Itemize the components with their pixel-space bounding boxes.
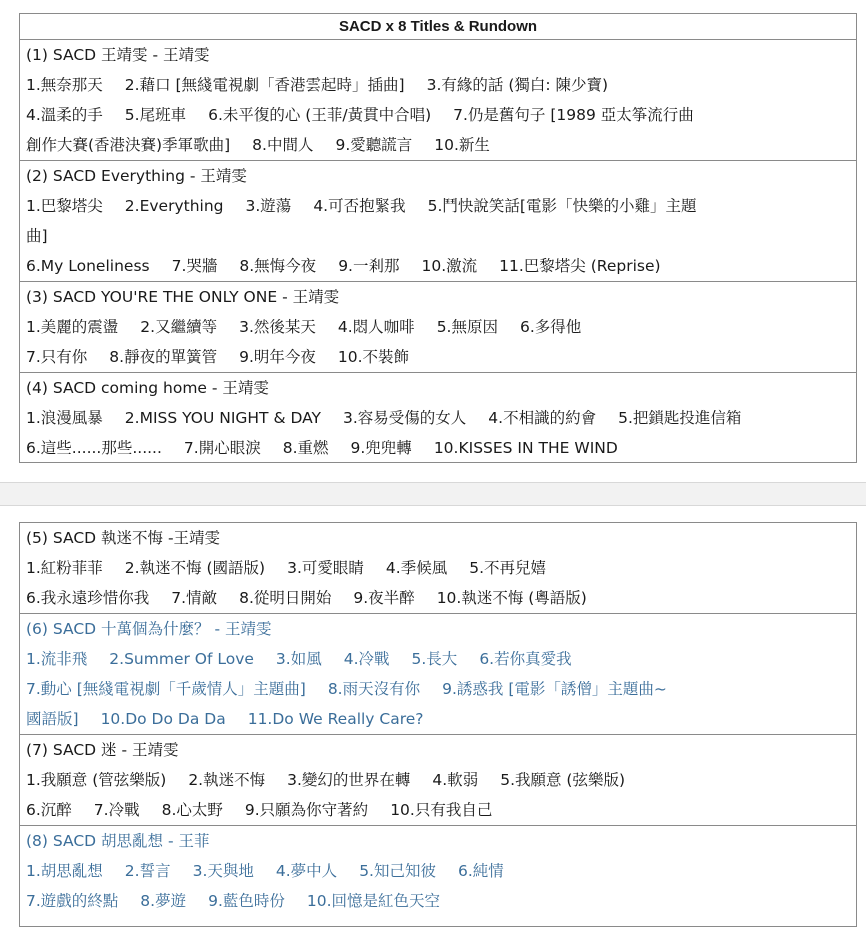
track-line — [26, 433, 850, 463]
track-title: 6.My Loneliness — [26, 257, 150, 275]
track-line — [26, 795, 850, 825]
track-line — [26, 583, 850, 613]
track-line — [26, 886, 850, 916]
album-heading: (8) SACD 胡思亂想 - 王菲 — [26, 832, 210, 850]
track-title: 7.只有你 — [26, 348, 88, 366]
track-title: 9.誘惑我 [電影「誘僧」主題曲~ — [442, 680, 667, 698]
rundown-table-bottom — [19, 522, 857, 927]
track-line — [26, 704, 850, 734]
album-section-1 — [20, 40, 856, 161]
track-title: 1.無奈那天 — [26, 76, 103, 94]
track-title: 5.無原因 — [436, 318, 498, 336]
album-heading: (4) SACD coming home - 王靖雯 — [26, 379, 269, 397]
track-title: 創作大賽(香港決賽)季軍歌曲] — [26, 136, 231, 154]
track-title: 3.可愛眼睛 — [287, 559, 364, 577]
track-title: 5.知己知彼 — [359, 862, 436, 880]
track-title: 曲] — [26, 227, 48, 245]
track-title: 9.藍色時份 — [208, 892, 285, 910]
track-line — [26, 221, 850, 251]
track-title: 2.誓言 — [124, 862, 171, 880]
track-title: 2.藉口 [無綫電視劇「香港雲起時」插曲] — [124, 76, 405, 94]
track-title: 2.Summer Of Love — [109, 650, 254, 668]
track-title: 2.執迷不悔 (國語版) — [124, 559, 266, 577]
track-line — [26, 191, 850, 221]
track-title: 2.執迷不悔 — [188, 771, 266, 789]
album-heading: (6) SACD 十萬個為什麼？ - 王靖雯 — [26, 620, 272, 638]
track-title: 6.沉醉 — [26, 801, 72, 819]
track-title: 9.一剎那 — [338, 257, 400, 275]
track-title: 5.不再兒嬉 — [469, 559, 546, 577]
track-line — [26, 553, 850, 583]
track-title: 5.我願意 (弦樂版) — [500, 771, 626, 789]
track-title: 9.愛聽謊言 — [335, 136, 413, 154]
album-section-7 — [20, 735, 856, 826]
track-title: 7.哭牆 — [171, 257, 218, 275]
track-title: 6.多得他 — [519, 318, 582, 336]
track-title: 8.無悔今夜 — [239, 257, 317, 275]
track-title: 8.雨天沒有你 — [327, 680, 421, 698]
track-title: 9.明年今夜 — [239, 348, 316, 366]
album-section-5 — [20, 523, 856, 614]
track-title: 3.天與地 — [192, 862, 254, 880]
album-heading: (3) SACD YOU'RE THE ONLY ONE - 王靖雯 — [26, 288, 340, 306]
rundown-table-top — [19, 13, 857, 463]
track-title: 7.情敵 — [171, 589, 218, 607]
track-title: 7.開心眼淚 — [183, 439, 261, 457]
track-title: 10.新生 — [434, 136, 490, 154]
album-section-6 — [20, 614, 856, 735]
track-title: 6.純情 — [457, 862, 504, 880]
track-title: 9.夜半醉 — [353, 589, 415, 607]
track-title: 9.只願為你守著約 — [244, 801, 369, 819]
track-title: 8.夢遊 — [140, 892, 187, 910]
track-title: 6.未平復的心 (王菲/黃貫中合唱) — [208, 106, 432, 124]
track-title: 8.中間人 — [252, 136, 314, 154]
track-line — [26, 674, 850, 704]
track-line — [26, 70, 850, 100]
track-title: 8.從明日開始 — [239, 589, 332, 607]
track-line — [26, 644, 850, 674]
album-section-2 — [20, 161, 856, 282]
track-line — [26, 251, 850, 281]
track-title: 9.兜兜轉 — [350, 439, 412, 457]
track-title: 8.靜夜的單簧管 — [109, 348, 218, 366]
table-title: SACD x 8 Titles & Rundown — [20, 14, 856, 40]
album-section-4 — [20, 373, 856, 463]
track-title: 7.遊戲的終點 — [26, 892, 119, 910]
track-title: 1.流非飛 — [26, 650, 88, 668]
track-title: 3.容易受傷的女人 — [343, 409, 467, 427]
track-title: 3.然後某天 — [239, 318, 316, 336]
track-title: 4.季候風 — [385, 559, 448, 577]
track-line — [26, 342, 850, 372]
track-title: 1.巴黎塔尖 — [26, 197, 103, 215]
track-title: 6.我永遠珍惜你我 — [26, 589, 150, 607]
track-title: 10.KISSES IN THE WIND — [433, 439, 618, 457]
track-title: 10.不裝飾 — [337, 348, 410, 366]
track-title: 4.不相識的約會 — [488, 409, 597, 427]
track-title: 4.夢中人 — [275, 862, 338, 880]
track-title: 5.把鎖匙投進信箱 — [618, 409, 742, 427]
track-line — [26, 856, 850, 886]
track-title: 3.如風 — [275, 650, 322, 668]
track-title: 10.執迷不悔 (粵語版) — [436, 589, 587, 607]
track-title: 8.心太野 — [161, 801, 223, 819]
track-line — [26, 130, 850, 160]
track-title: 2.又繼續等 — [140, 318, 218, 336]
track-title: 5.鬥快說笑話[電影「快樂的小雞」主題 — [427, 197, 697, 215]
track-title: 2.MISS YOU NIGHT & DAY — [124, 409, 321, 427]
track-title: 11.Do We Really Care? — [247, 710, 424, 728]
track-title: 10.只有我自己 — [390, 801, 493, 819]
track-title: 4.溫柔的手 — [26, 106, 103, 124]
page-gap-divider — [0, 482, 866, 506]
track-title: 2.Everything — [124, 197, 224, 215]
track-title: 4.冷戰 — [343, 650, 390, 668]
track-line — [26, 403, 850, 433]
track-title: 6.若你真愛我 — [479, 650, 572, 668]
track-title: 7.冷戰 — [93, 801, 140, 819]
track-title: 4.可否抱緊我 — [313, 197, 406, 215]
track-title: 3.遊蕩 — [245, 197, 292, 215]
album-section-3 — [20, 282, 856, 373]
track-title: 1.美麗的震盪 — [26, 318, 119, 336]
track-title: 國語版] — [26, 710, 79, 728]
album-section-8 — [20, 826, 856, 916]
album-heading: (7) SACD 迷 - 王靖雯 — [26, 741, 179, 759]
track-line — [26, 312, 850, 342]
track-title: 5.尾班車 — [124, 106, 187, 124]
track-title: 1.浪漫風暴 — [26, 409, 103, 427]
track-title: 4.悶人咖啡 — [337, 318, 415, 336]
track-title: 1.我願意 (管弦樂版) — [26, 771, 167, 789]
track-line — [26, 100, 850, 130]
track-title: 3.有緣的話 (獨白: 陳少寶) — [426, 76, 609, 94]
track-title: 7.動心 [無綫電視劇「千歲情人」主題曲] — [26, 680, 306, 698]
album-heading: (5) SACD 執迷不悔 -王靖雯 — [26, 529, 221, 547]
track-title: 6.這些......那些...... — [26, 439, 162, 457]
track-title: 11.巴黎塔尖 (Reprise) — [499, 257, 661, 275]
album-heading: (2) SACD Everything - 王靖雯 — [26, 167, 247, 185]
track-title: 3.變幻的世界在轉 — [287, 771, 411, 789]
album-heading: (1) SACD 王靖雯 - 王靖雯 — [26, 46, 210, 64]
track-title: 1.胡思亂想 — [26, 862, 103, 880]
track-title: 7.仍是舊句子 [1989 亞太筝流行曲 — [453, 106, 694, 124]
track-title: 10.Do Do Da Da — [100, 710, 226, 728]
track-title: 5.長大 — [411, 650, 458, 668]
track-title: 4.軟弱 — [432, 771, 479, 789]
track-title: 10.激流 — [421, 257, 478, 275]
track-title: 1.紅粉菲菲 — [26, 559, 103, 577]
track-title: 8.重燃 — [282, 439, 329, 457]
track-title: 10.回憶是紅色天空 — [306, 892, 441, 910]
track-line — [26, 765, 850, 795]
